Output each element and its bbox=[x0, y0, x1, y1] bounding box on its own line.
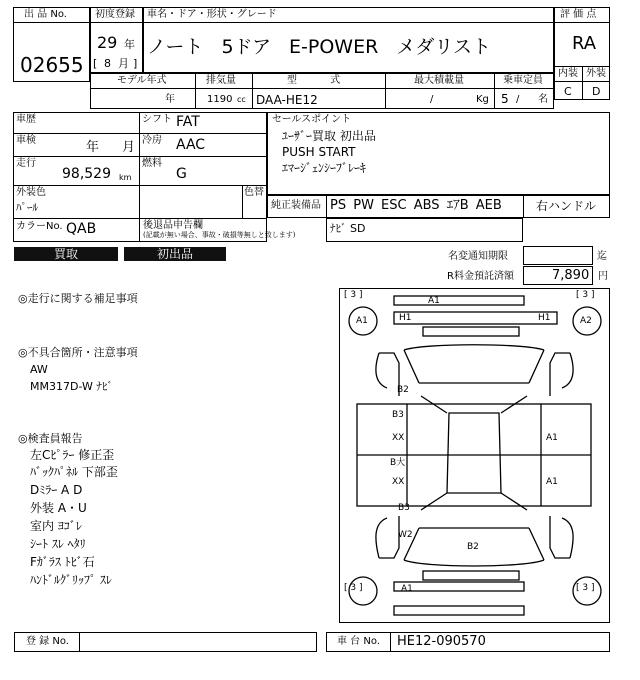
displacement-unit: cc bbox=[237, 95, 246, 104]
interior-grade: C bbox=[564, 85, 572, 98]
capacity-label: 乗車定員 bbox=[503, 75, 543, 86]
rear-glass-damage: B2 bbox=[467, 542, 479, 552]
right-front-wheel-damage: A2 bbox=[580, 316, 592, 326]
inspection-month-unit: 月 bbox=[122, 140, 136, 155]
driving-header: ◎走行に関する補足事項 bbox=[18, 292, 138, 305]
score-value: RA bbox=[572, 33, 597, 54]
mileage-value: 98,529 bbox=[62, 166, 111, 182]
right-rear-door-damage: A1 bbox=[546, 477, 558, 487]
left-quarter-damage-a: B3 bbox=[398, 503, 410, 513]
sales-point-2: PUSH START bbox=[282, 145, 356, 159]
aftermarket-label: 後退品申告欄 bbox=[143, 220, 203, 231]
purchase-badge: 買取 bbox=[14, 247, 118, 261]
type-label: 型 式 bbox=[287, 75, 341, 86]
corner-tr: [ 3 ] bbox=[576, 290, 595, 300]
factory-equip-label: 純正装備品 bbox=[271, 200, 321, 211]
car-outline bbox=[339, 288, 610, 623]
model-year-unit: 年 bbox=[165, 94, 175, 105]
deadline-label: 名変通知期限 bbox=[448, 251, 508, 262]
shift-label: シフト bbox=[142, 114, 172, 125]
sales-point-3: ｴﾏｰｼﾞｪﾝｼｰﾌﾞﾚｰｷ bbox=[282, 161, 367, 175]
car-name-label: 車名・ドア・形状・グレード bbox=[147, 9, 277, 20]
inspector-4: 外装 A・U bbox=[30, 501, 87, 515]
lot-number: 02655 bbox=[20, 53, 84, 77]
exterior-grade: D bbox=[592, 85, 601, 98]
history-label: 車歴 bbox=[16, 114, 36, 125]
front-bumper-damage: A1 bbox=[428, 296, 440, 306]
aftermarket-value: ﾅﾋﾞ SD bbox=[330, 222, 366, 235]
corner-br: [ 3 ] bbox=[576, 583, 595, 593]
ac-label: 冷房 bbox=[142, 135, 162, 146]
defect-1: AW bbox=[30, 363, 48, 376]
interior-label: 内装 bbox=[558, 68, 578, 79]
exterior-label: 外装 bbox=[586, 68, 606, 79]
capacity-unit: 名 bbox=[538, 94, 548, 105]
left-rear-door-damage-b: XX bbox=[392, 477, 405, 487]
color-change-label: 色替 bbox=[244, 187, 264, 198]
rear-bumper-damage: A1 bbox=[401, 584, 413, 594]
year-unit: 年 bbox=[124, 38, 135, 51]
sales-points-label: セールスポイント bbox=[272, 114, 352, 125]
left-front-door-damage-b: XX bbox=[392, 433, 405, 443]
first-reg-year: 29 bbox=[97, 33, 118, 52]
capacity-slash: / bbox=[516, 94, 520, 105]
recycle-label: R料金預託済額 bbox=[447, 271, 514, 282]
inspection-year-unit: 年 bbox=[86, 140, 100, 155]
max-load-label: 最大積載量 bbox=[414, 75, 464, 86]
left-quarter-damage-b: W2 bbox=[398, 530, 413, 540]
max-load-unit: Kg bbox=[476, 94, 489, 105]
displacement-value: 1190 bbox=[207, 94, 233, 105]
inspector-1: 左Cﾋﾟﾗｰ 修正歪 bbox=[30, 448, 115, 462]
max-load-slash: / bbox=[430, 94, 434, 105]
first-reg-label: 初度登録 bbox=[95, 9, 135, 20]
first-reg-month: 8 bbox=[104, 57, 111, 70]
corner-bl: [ 3 ] bbox=[344, 583, 363, 593]
inspection-label: 車検 bbox=[16, 135, 36, 146]
recycle-unit: 円 bbox=[598, 271, 608, 282]
inspector-3: Dﾐﾗｰ A D bbox=[30, 483, 83, 497]
defects-header: ◎不具合箇所・注意事項 bbox=[18, 346, 138, 359]
inspector-6: ｼｰﾄ ｽﾚ ﾍﾀﾘ bbox=[30, 537, 86, 551]
windshield-damage: B2 bbox=[397, 385, 409, 395]
defect-2: MM317D-W ﾅﾋﾞ bbox=[30, 380, 113, 393]
displacement-label: 排気量 bbox=[206, 75, 236, 86]
factory-equip-value: PS PW ESC ABS ｴｱB AEB bbox=[330, 198, 502, 213]
inspector-header: ◎検査員報告 bbox=[18, 432, 83, 445]
hood-right-damage: H1 bbox=[538, 313, 551, 323]
corner-tl: [ 3 ] bbox=[344, 290, 363, 300]
month-unit: 月 bbox=[118, 57, 129, 70]
inspector-5: 室内 ﾖｺﾞﾚ bbox=[30, 519, 82, 533]
score-label: 評 価 点 bbox=[560, 9, 597, 20]
mileage-label: 走行 bbox=[16, 158, 36, 169]
capacity-value: 5 bbox=[501, 92, 509, 106]
ext-color-label: 外装色 bbox=[16, 187, 46, 198]
sales-point-1: ﾕｰｻﾞｰ買取 初出品 bbox=[282, 129, 376, 143]
inspector-7: Fｶﾞﾗｽ ﾄﾋﾞ石 bbox=[30, 555, 95, 569]
car-name: ノート 5ドア E-POWER メダリスト bbox=[147, 36, 491, 58]
fuel-value: G bbox=[176, 166, 187, 182]
deadline-box bbox=[523, 246, 593, 265]
hood-left-damage: H1 bbox=[399, 313, 412, 323]
aftermarket-note: (記載が無い場合、事故・破損等無しと致します) bbox=[143, 231, 296, 239]
ac-value: AAC bbox=[176, 137, 206, 153]
right-front-door-damage: A1 bbox=[546, 433, 558, 443]
lot-label: 出 品 No. bbox=[24, 9, 67, 20]
left-front-wheel-damage: A1 bbox=[356, 316, 368, 326]
shift-value: FAT bbox=[176, 114, 200, 130]
deadline-unit: 迄 bbox=[597, 251, 607, 262]
mileage-unit: km bbox=[119, 173, 132, 182]
type-value: DAA-HE12 bbox=[256, 93, 318, 107]
color-no-value: QAB bbox=[66, 221, 97, 237]
first-listing-badge: 初出品 bbox=[124, 247, 226, 261]
fuel-label: 燃料 bbox=[142, 158, 162, 169]
left-rear-door-damage-a: B大 bbox=[390, 458, 406, 468]
inspector-2: ﾊﾞｯｸﾊﾟﾈﾙ 下部歪 bbox=[30, 465, 118, 479]
ext-color-value: ﾊﾟｰﾙ bbox=[16, 201, 38, 214]
chassis-label: 車 台 No. bbox=[337, 636, 380, 647]
left-front-door-damage-a: B3 bbox=[392, 410, 404, 420]
reg-no-label: 登 録 No. bbox=[26, 636, 69, 647]
inspector-8: ﾊﾝﾄﾞﾙｸﾞﾘｯﾌﾟ ｽﾚ bbox=[30, 573, 112, 587]
recycle-amount: 7,890 bbox=[552, 268, 590, 283]
handle-value: 右ハンドル bbox=[536, 199, 597, 213]
model-year-label: モデル年式 bbox=[117, 75, 167, 86]
color-no-label: カラーNo. bbox=[16, 221, 63, 232]
chassis-value: HE12-090570 bbox=[397, 634, 486, 649]
